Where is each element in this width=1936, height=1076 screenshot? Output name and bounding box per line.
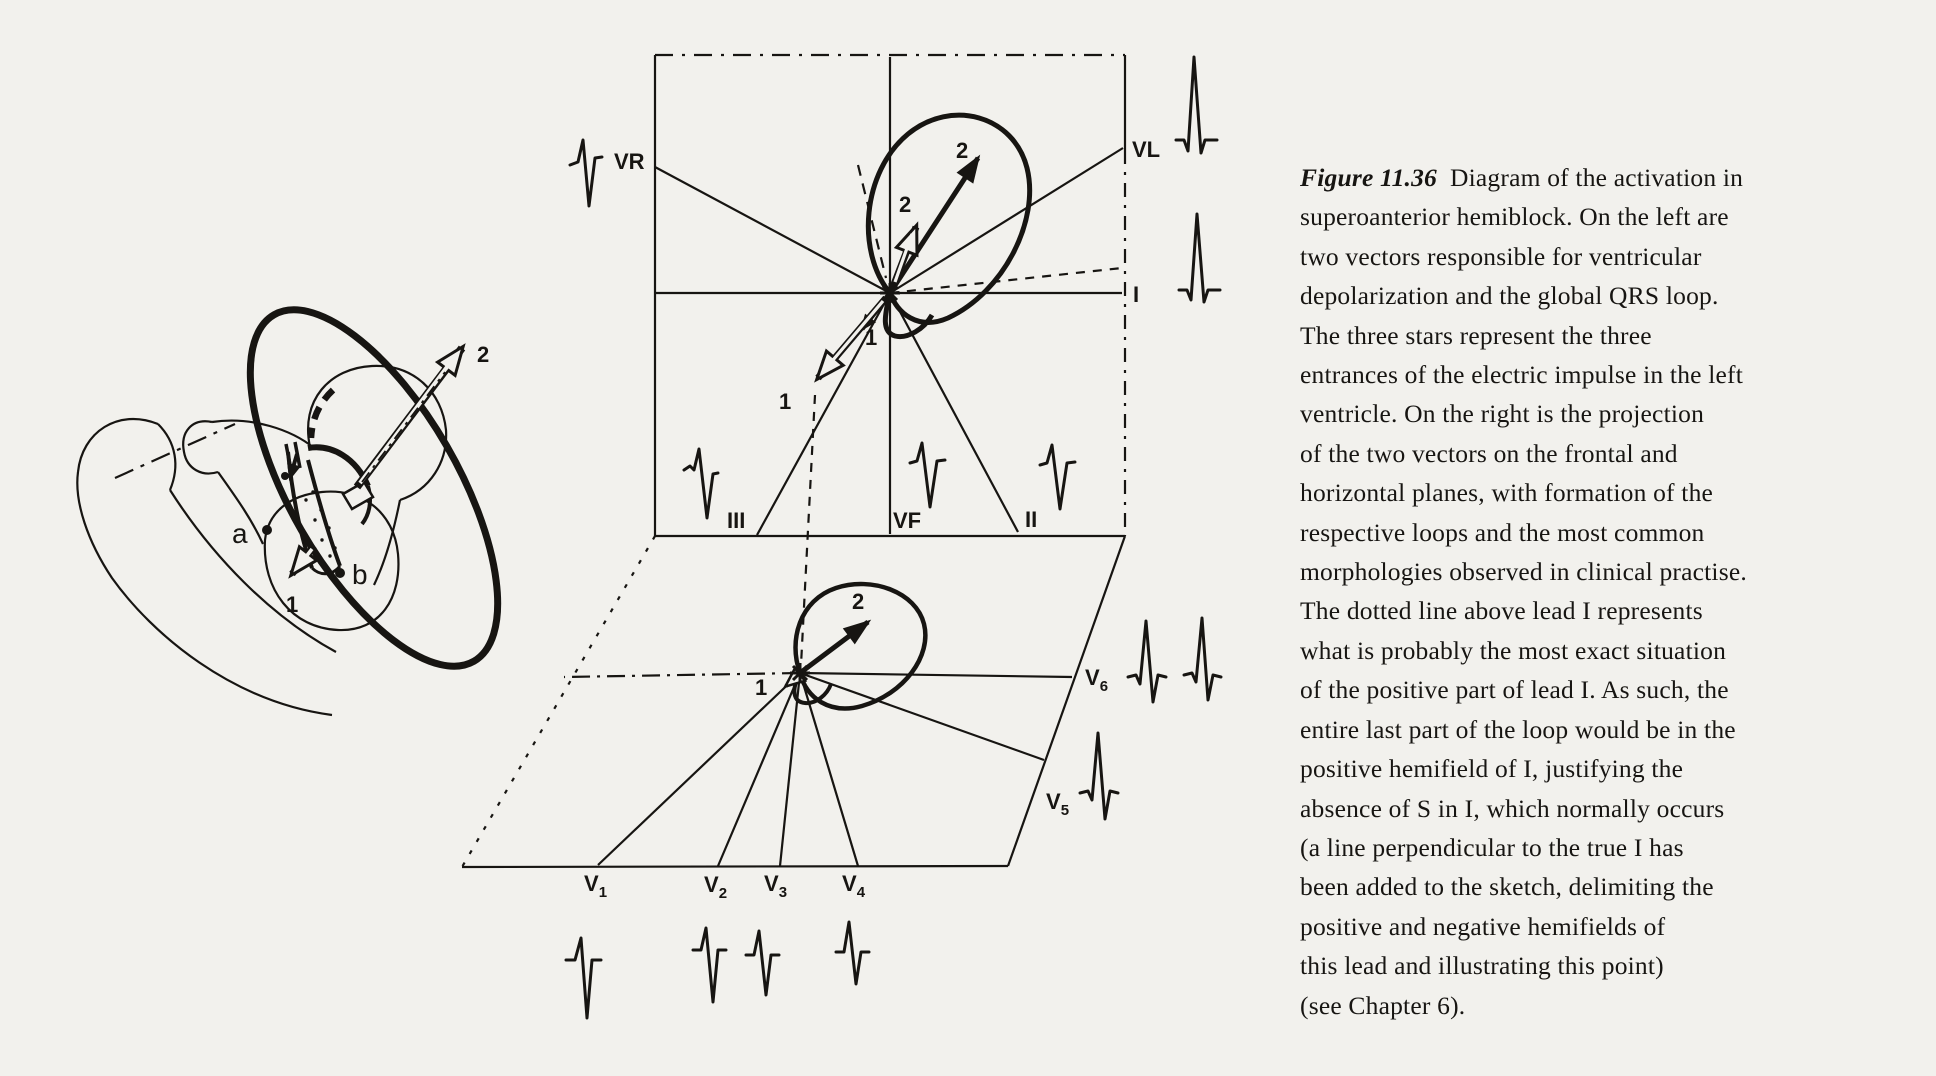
label-b: b [352, 559, 368, 590]
horizontal-plane [462, 536, 1125, 902]
lead-vl-axis [890, 148, 1123, 293]
caption-line: morphologies observed in clinical practise. [1300, 557, 1747, 587]
vector-2-frontal-label: 2 [956, 138, 969, 163]
lead-label-v3: $V_3$ [764, 871, 788, 901]
caption-line: depolarization and the global QRS loop. [1300, 281, 1719, 311]
lead-label-v2: $V_2$ [704, 872, 728, 902]
vector-2-frontal-bold [890, 158, 978, 293]
ecg-complex-vf [910, 443, 945, 507]
entrance-star-a [262, 525, 272, 535]
ecg-complex-ii [1040, 445, 1075, 509]
caption-line: positive hemifield of I, justifying the [1300, 754, 1684, 784]
figure-number: Figure 11.36 [1300, 163, 1438, 192]
caption-line: respective loops and the most common [1300, 517, 1705, 547]
lead-label-vr: VR [614, 149, 645, 174]
ecg-complex-v2 [693, 928, 726, 1002]
heart-base-mass [308, 366, 446, 500]
vector-2-heart-label: 2 [477, 342, 490, 367]
lead-label-iii: III [727, 508, 746, 533]
ecg-complex-v6-b [1184, 618, 1221, 700]
origin-star-horizontal [790, 663, 810, 683]
heart-sketch [77, 273, 546, 715]
frontal-plane [614, 55, 1160, 665]
lead-v2-axis [718, 673, 800, 866]
caption-line: entire last part of the loop would be in the [1300, 714, 1736, 744]
caption-line: what is probably the most exact situation [1300, 635, 1727, 665]
vector-1-frontal-label: 1 [865, 325, 878, 350]
bundle-dashed-trunk [311, 390, 333, 438]
label-a: a [232, 518, 248, 549]
projection-dashed-line [801, 395, 815, 665]
lead-label-vf: VF [893, 508, 922, 533]
lead-label-v6: $V_6$ [1085, 665, 1109, 695]
heart-lv-cavity [265, 492, 399, 631]
vector-2-projection-label: 2 [899, 192, 912, 217]
caption-line: this lead and illustrating this point) [1300, 951, 1664, 981]
caption-line [1300, 158, 1880, 197]
entrance-star-b [335, 568, 345, 578]
caption-line: two vectors responsible for ventricular [1300, 241, 1702, 271]
heart-lv-cap [183, 421, 218, 473]
ecg-complex-v5 [1080, 733, 1118, 819]
heart-inner-wall [170, 490, 336, 652]
caption-line: The three stars represent the three [1300, 320, 1652, 350]
lead-label-vl: VL [1132, 137, 1161, 162]
caption-line: (see Chapter 6). [1300, 990, 1466, 1020]
caption-line: absence of S in I, which normally occurs [1300, 793, 1725, 823]
ecg-complex-v3 [746, 931, 779, 995]
vector-2-heart [357, 348, 462, 487]
ecg-complex-iii [684, 449, 718, 518]
lead-label-v1: $V_1$ [584, 871, 608, 901]
origin-star-frontal [880, 283, 900, 303]
vector-2-horizontal [800, 622, 868, 673]
lead-label-i: I [1133, 282, 1140, 307]
caption-line: entrances of the electric impulse in the left [1300, 360, 1744, 390]
lead-label-v5: $V_5$ [1046, 789, 1070, 819]
caption-line: positive and negative hemifields of [1300, 911, 1666, 941]
caption-text: Diagram of the activation in [1450, 163, 1744, 192]
lead-label-ii: II [1025, 507, 1038, 532]
horizontal-left-edge [462, 536, 655, 867]
qrs-loop-heart [201, 273, 546, 703]
lead-vr-ii-axis [655, 167, 1018, 532]
ecg-complex-v1 [566, 938, 601, 1018]
ecg-complexes [566, 57, 1221, 1018]
caption-line: been added to the sketch, delimiting the [1300, 872, 1714, 902]
lead-label-v4: $V_4$ [842, 871, 866, 901]
horizontal-bottom-edge [462, 866, 1008, 867]
caption-line: ventricle. On the right is the projection [1300, 399, 1705, 429]
caption-line: of the positive part of lead I. As such, the [1300, 675, 1729, 705]
caption-line: (a line perpendicular to the true I has [1300, 832, 1684, 862]
vector-1-horizontal-label: 1 [755, 675, 768, 700]
caption-line: superoanterior hemiblock. On the left are [1300, 202, 1729, 232]
figure-caption [1300, 158, 1880, 1025]
vector-1-projection-label: 1 [779, 389, 792, 414]
caption-line: of the two vectors on the frontal and [1300, 438, 1678, 468]
ecg-complex-vl [1176, 57, 1217, 153]
vector-2-horizontal-label: 2 [852, 589, 865, 614]
caption-line: The dotted line above lead I represents [1300, 596, 1703, 626]
lead-v6-axis [800, 673, 1072, 677]
entrance-star-top [281, 472, 289, 480]
ecg-complex-vr [570, 140, 602, 206]
lead-v5-axis [800, 673, 1044, 760]
lead-v1-axis [598, 673, 800, 865]
ecg-complex-v4 [836, 922, 869, 984]
ecg-complex-v6-a [1128, 621, 1166, 702]
caption-line: horizontal planes, with formation of the [1300, 478, 1714, 508]
ecg-complex-i [1179, 214, 1220, 302]
vector-1-heart-label: 1 [286, 592, 299, 617]
